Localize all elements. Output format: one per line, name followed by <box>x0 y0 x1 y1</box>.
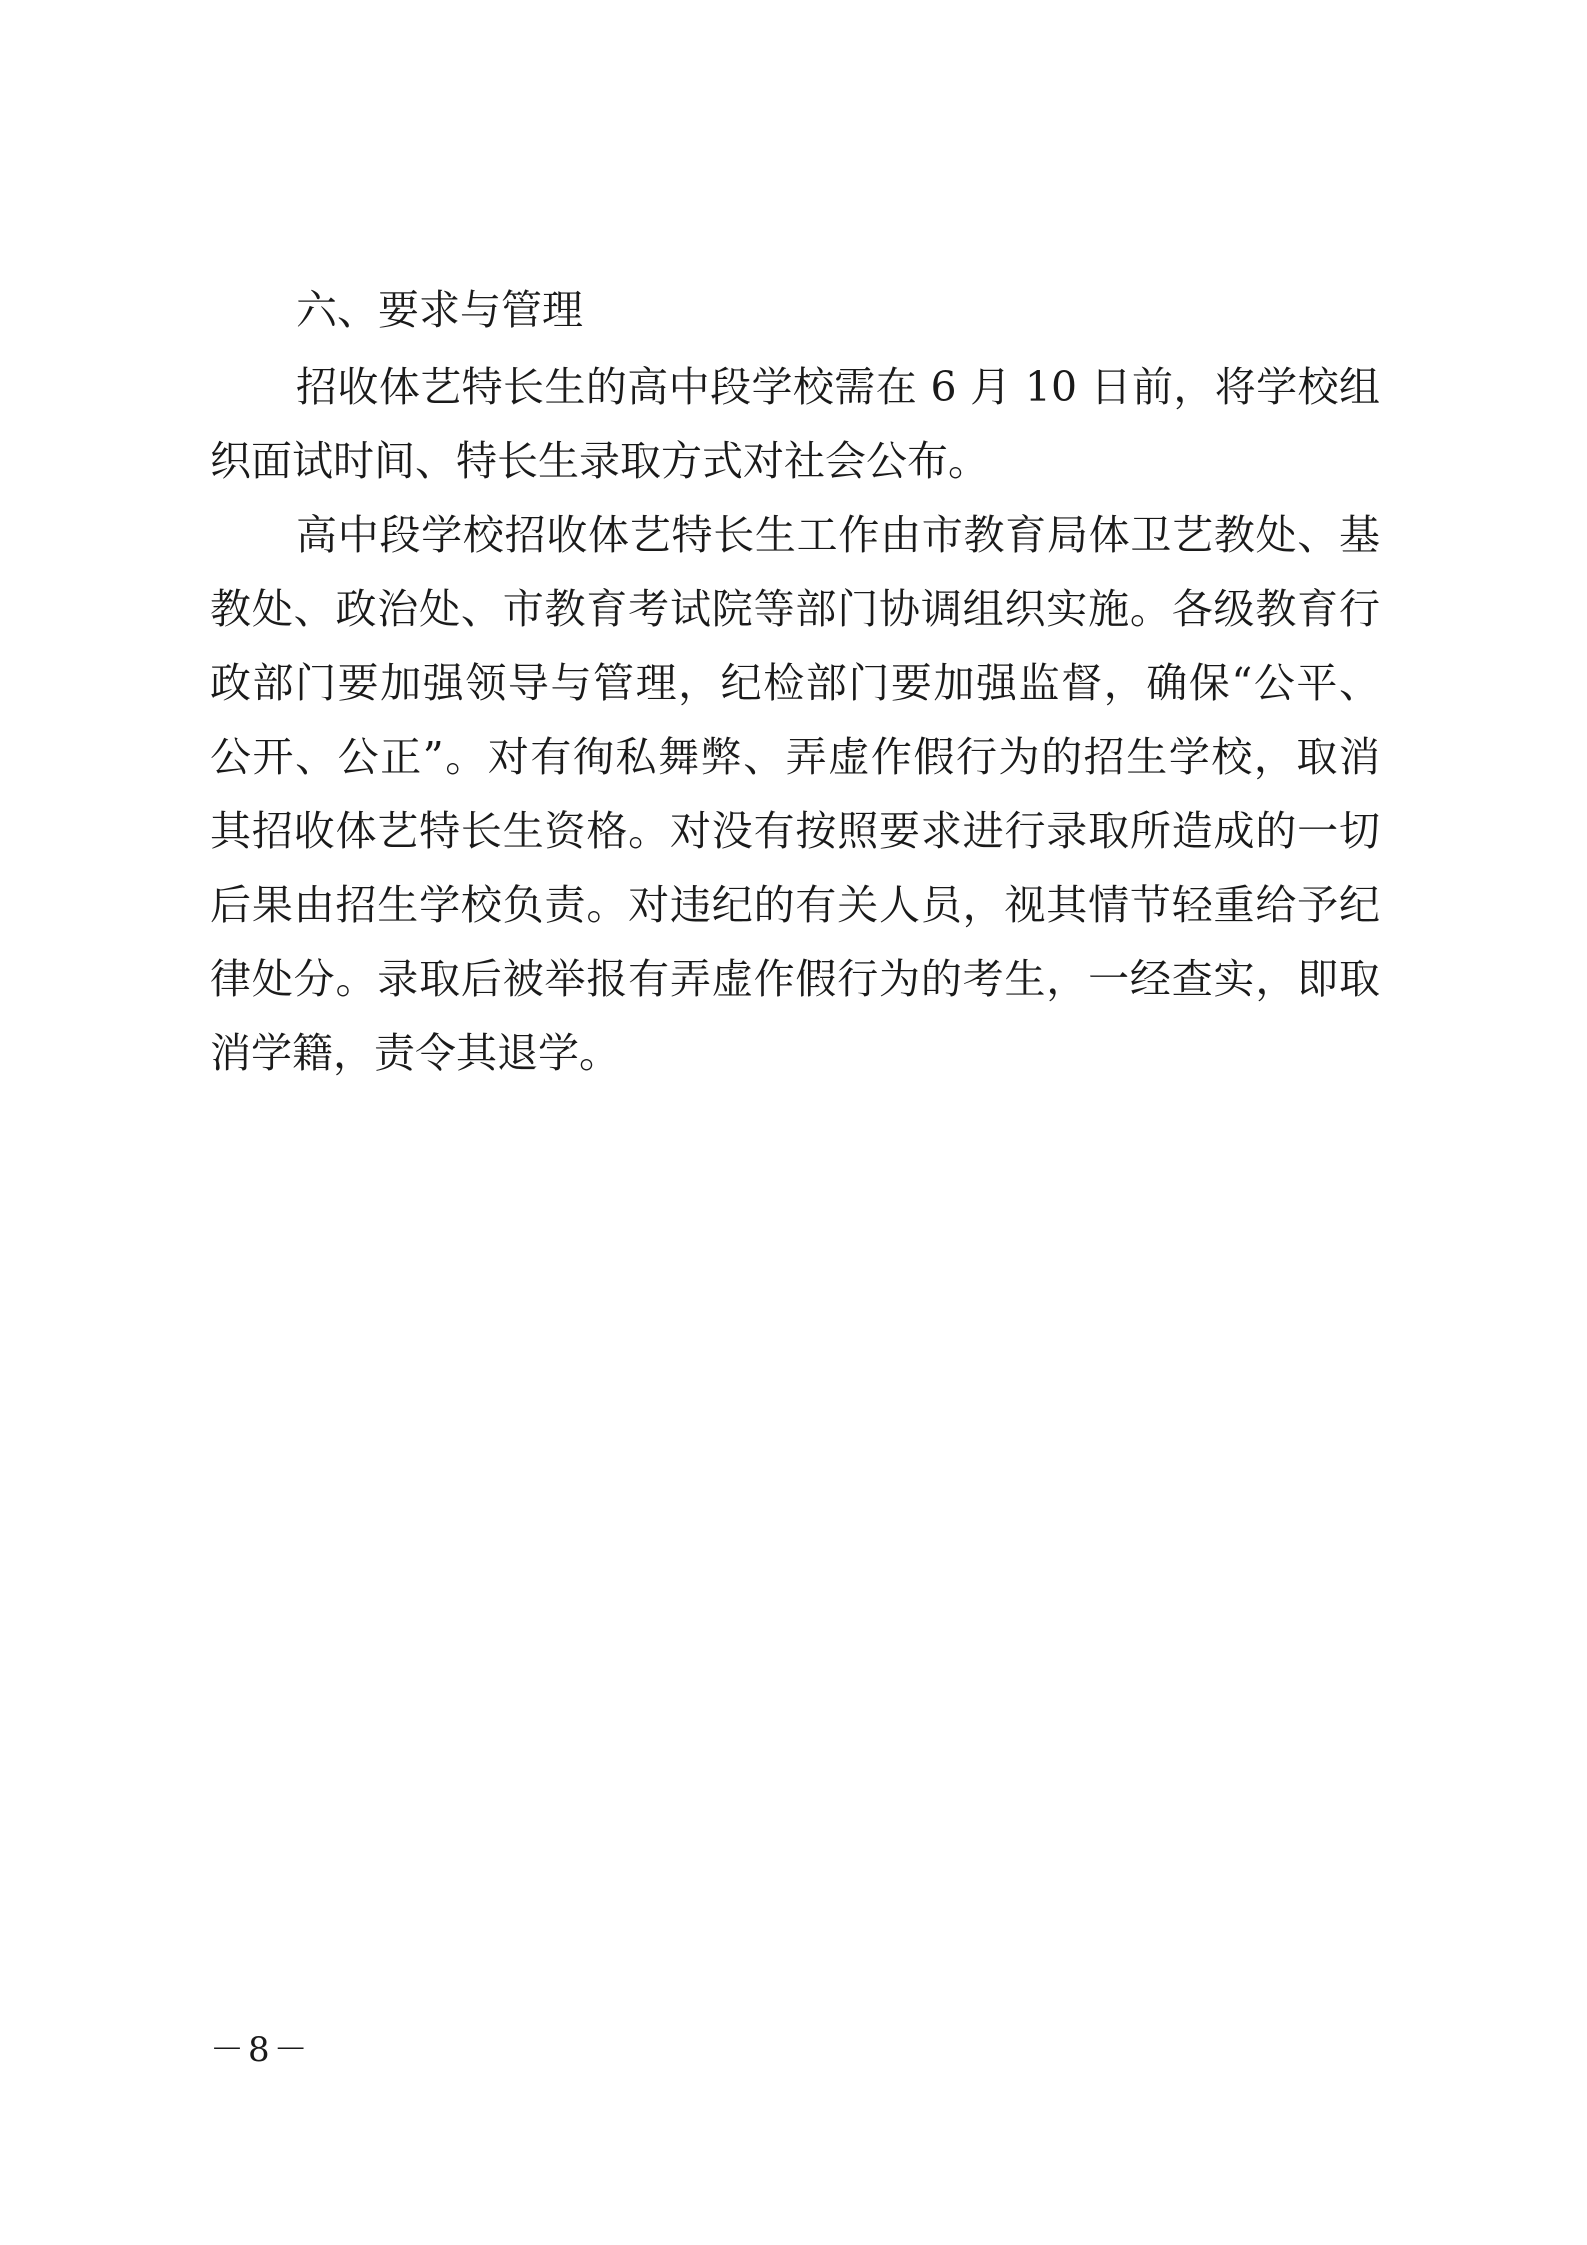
paragraph-1-line-2: 织面试时间、特长生录取方式对社会公布。 <box>210 437 989 485</box>
paragraph-1-line-1: 招收体艺特长生的高中段学校需在 6 月 10 日前，将学校组 <box>296 363 1380 411</box>
paragraph-2-line-1: 高中段学校招收体艺特长生工作由市教育局体卫艺教处、基 <box>296 511 1380 559</box>
paragraph-2-line-8: 消学籍，责令其退学。 <box>210 1029 620 1077</box>
paragraph-2-line-5: 其招收体艺特长生资格。对没有按照要求进行录取所造成的一切 <box>210 807 1380 855</box>
section-heading: 六、要求与管理 <box>296 286 583 334</box>
paragraph-2-line-7: 律处分。录取后被举报有弄虚作假行为的考生，一经查实，即取 <box>210 955 1380 1003</box>
paragraph-2-line-2: 教处、政治处、市教育考试院等部门协调组织实施。各级教育行 <box>210 585 1380 633</box>
paragraph-2-line-3: 政部门要加强领导与管理，纪检部门要加强监督，确保“公平、 <box>210 659 1380 707</box>
page-number: －8－ <box>210 2030 312 2070</box>
paragraph-2-line-6: 后果由招生学校负责。对违纪的有关人员，视其情节轻重给予纪 <box>210 881 1380 929</box>
paragraph-2-line-4: 公开、公正”。对有徇私舞弊、弄虚作假行为的招生学校，取消 <box>210 733 1380 781</box>
